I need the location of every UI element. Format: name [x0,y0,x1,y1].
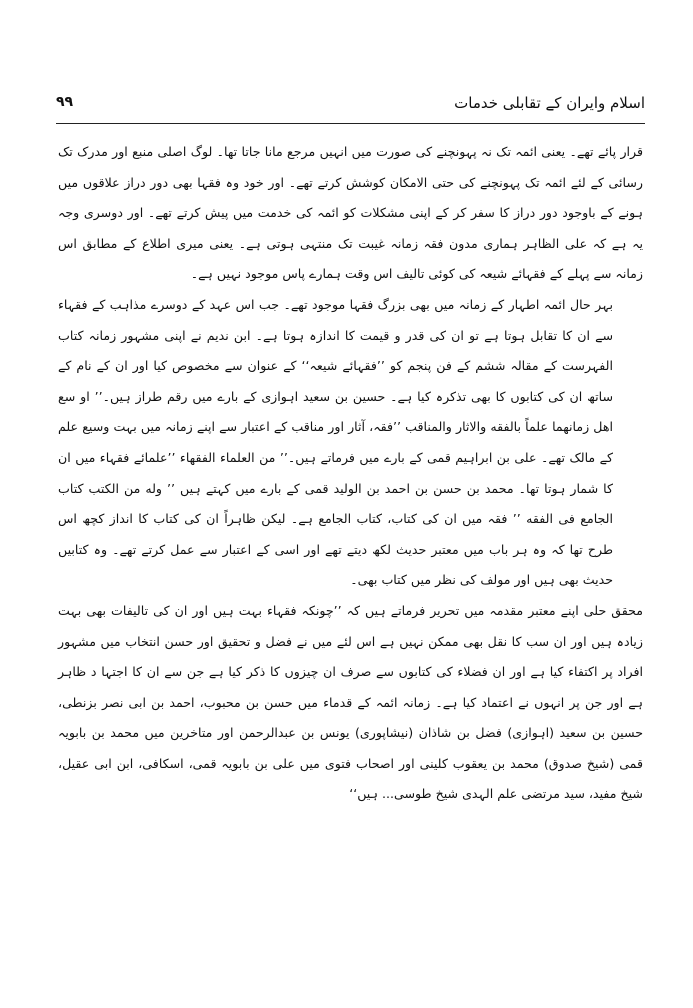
page-header [56,92,645,122]
header-divider [56,123,645,124]
body-text [58,137,643,810]
paragraph: محقق حلی اپنے معتبر مقدمہ میں تحریر فرماتے ہیں کہ ’’چونکہ فقہاء بہت ہیں اور ان کی تالیفات بھی بہت زیادہ ہیں اور ان سب کا نقل بھی ممکن نہیں ہے اس لئے میں نے فضل و تحقیق اور حسن انتخاب میں مشہور افراد پر اکتفاء کیا ہے اور ان فضلاء کی کتابوں سے صرف ان چیزوں کا ذکر کیا ہے جن سے ان کا اجتہا د ظاہر ہے اور جن پر انہوں نے اعتماد کیا ہے۔ زمانہ ائمہ کے قدماء میں حسن بن محبوب، احمد بن ابی نصر بزنطی، حسین بن سعید (اہوازی) فضل بن شاذان (نیشاپوری) یونس بن عبدالرحمن اور متاخرین میں محمد بن بابویہ قمی (شیخ صدوق) محمد بن یعقوب کلینی اور اصحاب فتوی میں علی بن بابویہ قمی، اسکافی، ابن ابی عقیل، شیخ مفید، سید مرتضی علم الہدی شیخ طوسی... ہیں‘‘ [58,602,643,802]
paragraph: بہر حال ائمہ اطہار کے زمانہ میں بھی بزرگ فقہا موجود تھے۔ جب اس عہد کے دوسرے مذاہب کے فقہاء سے ان کا تقابل ہوتا ہے تو ان کی قدر و قیمت کا اندازہ ہوتا ہے۔ ابن ندیم نے اپنی مشہور زمانہ کتاب الفہرست کے مقالہ ششم کے فن پنجم کو ’’فقہائے شیعہ‘‘ کے عنوان سے مخصوص کیا اور ان کے نام کے ساتھ ان کی کتابوں کا بھی تذکرہ کیا ہے۔ حسین بن سعید اہوازی کے بارے میں رقم طراز ہیں۔’’ او سع اهل زمانهما علماً بالفقه والاثار والمناقب ’’فقہ، آثار اور مناقب کے اعتبار سے اپنے زمانہ میں بہت وسیع علم کے مالک تھے۔ علی بن ابراہیم قمی کے بارے میں فرماتے ہیں۔’’ من العلماء الفقهاء ’’علمائے فقہاء میں ان کا شمار ہوتا تھا۔ محمد بن حسن بن احمد بن الولید قمی کے بارے میں کہتے ہیں ’’ وله من الکتب کتاب الجامع فی الفقه ’’ فقہ میں ان کی کتاب، کتاب الجامع ہے۔ لیکن ظاہراً ان کی کتاب کا انداز کچھ اس طرح تھا کہ وہ ہر باب میں معتبر حدیث لکھ دیتے تھے اور اسی کے اعتبار سے عمل کرتے تھے۔ وہ کتابیں حدیث بھی ہیں اور مولف کی نظر میں کتاب بھی۔ [58,296,613,588]
page-number: ۹۹ [56,94,74,110]
running-title: اسلام وایران کے تقابلی خدمات [454,94,645,112]
paragraph: قرار پائے تھے۔ یعنی ائمہ تک نہ پہونچنے کی صورت میں انہیں مرجع مانا جاتا تھا۔ لوگ اصلی منبع اور مدرک تک رسائی کے لئے ائمہ تک پہونچنے کی حتی الامکان کوشش کرتے تھے۔ اور خود وہ فقہا بھی دور دراز علاقوں میں ہونے کے باوجود دور دراز کا سفر کر کے اپنی مشکلات کو ائمہ کی خدمت میں پیش کرتے تھے۔ اور دوسری وجہ یہ ہے کہ علی الظاہر ہماری مدون فقہ زمانہ غیبت تک منتہی ہوتی ہے۔ یعنی میری اطلاع کے مطابق اس زمانہ سے پہلے کے فقہائے شیعہ کی کوئی تالیف اس وقت ہمارے پاس موجود نہیں ہے۔ [58,144,643,282]
